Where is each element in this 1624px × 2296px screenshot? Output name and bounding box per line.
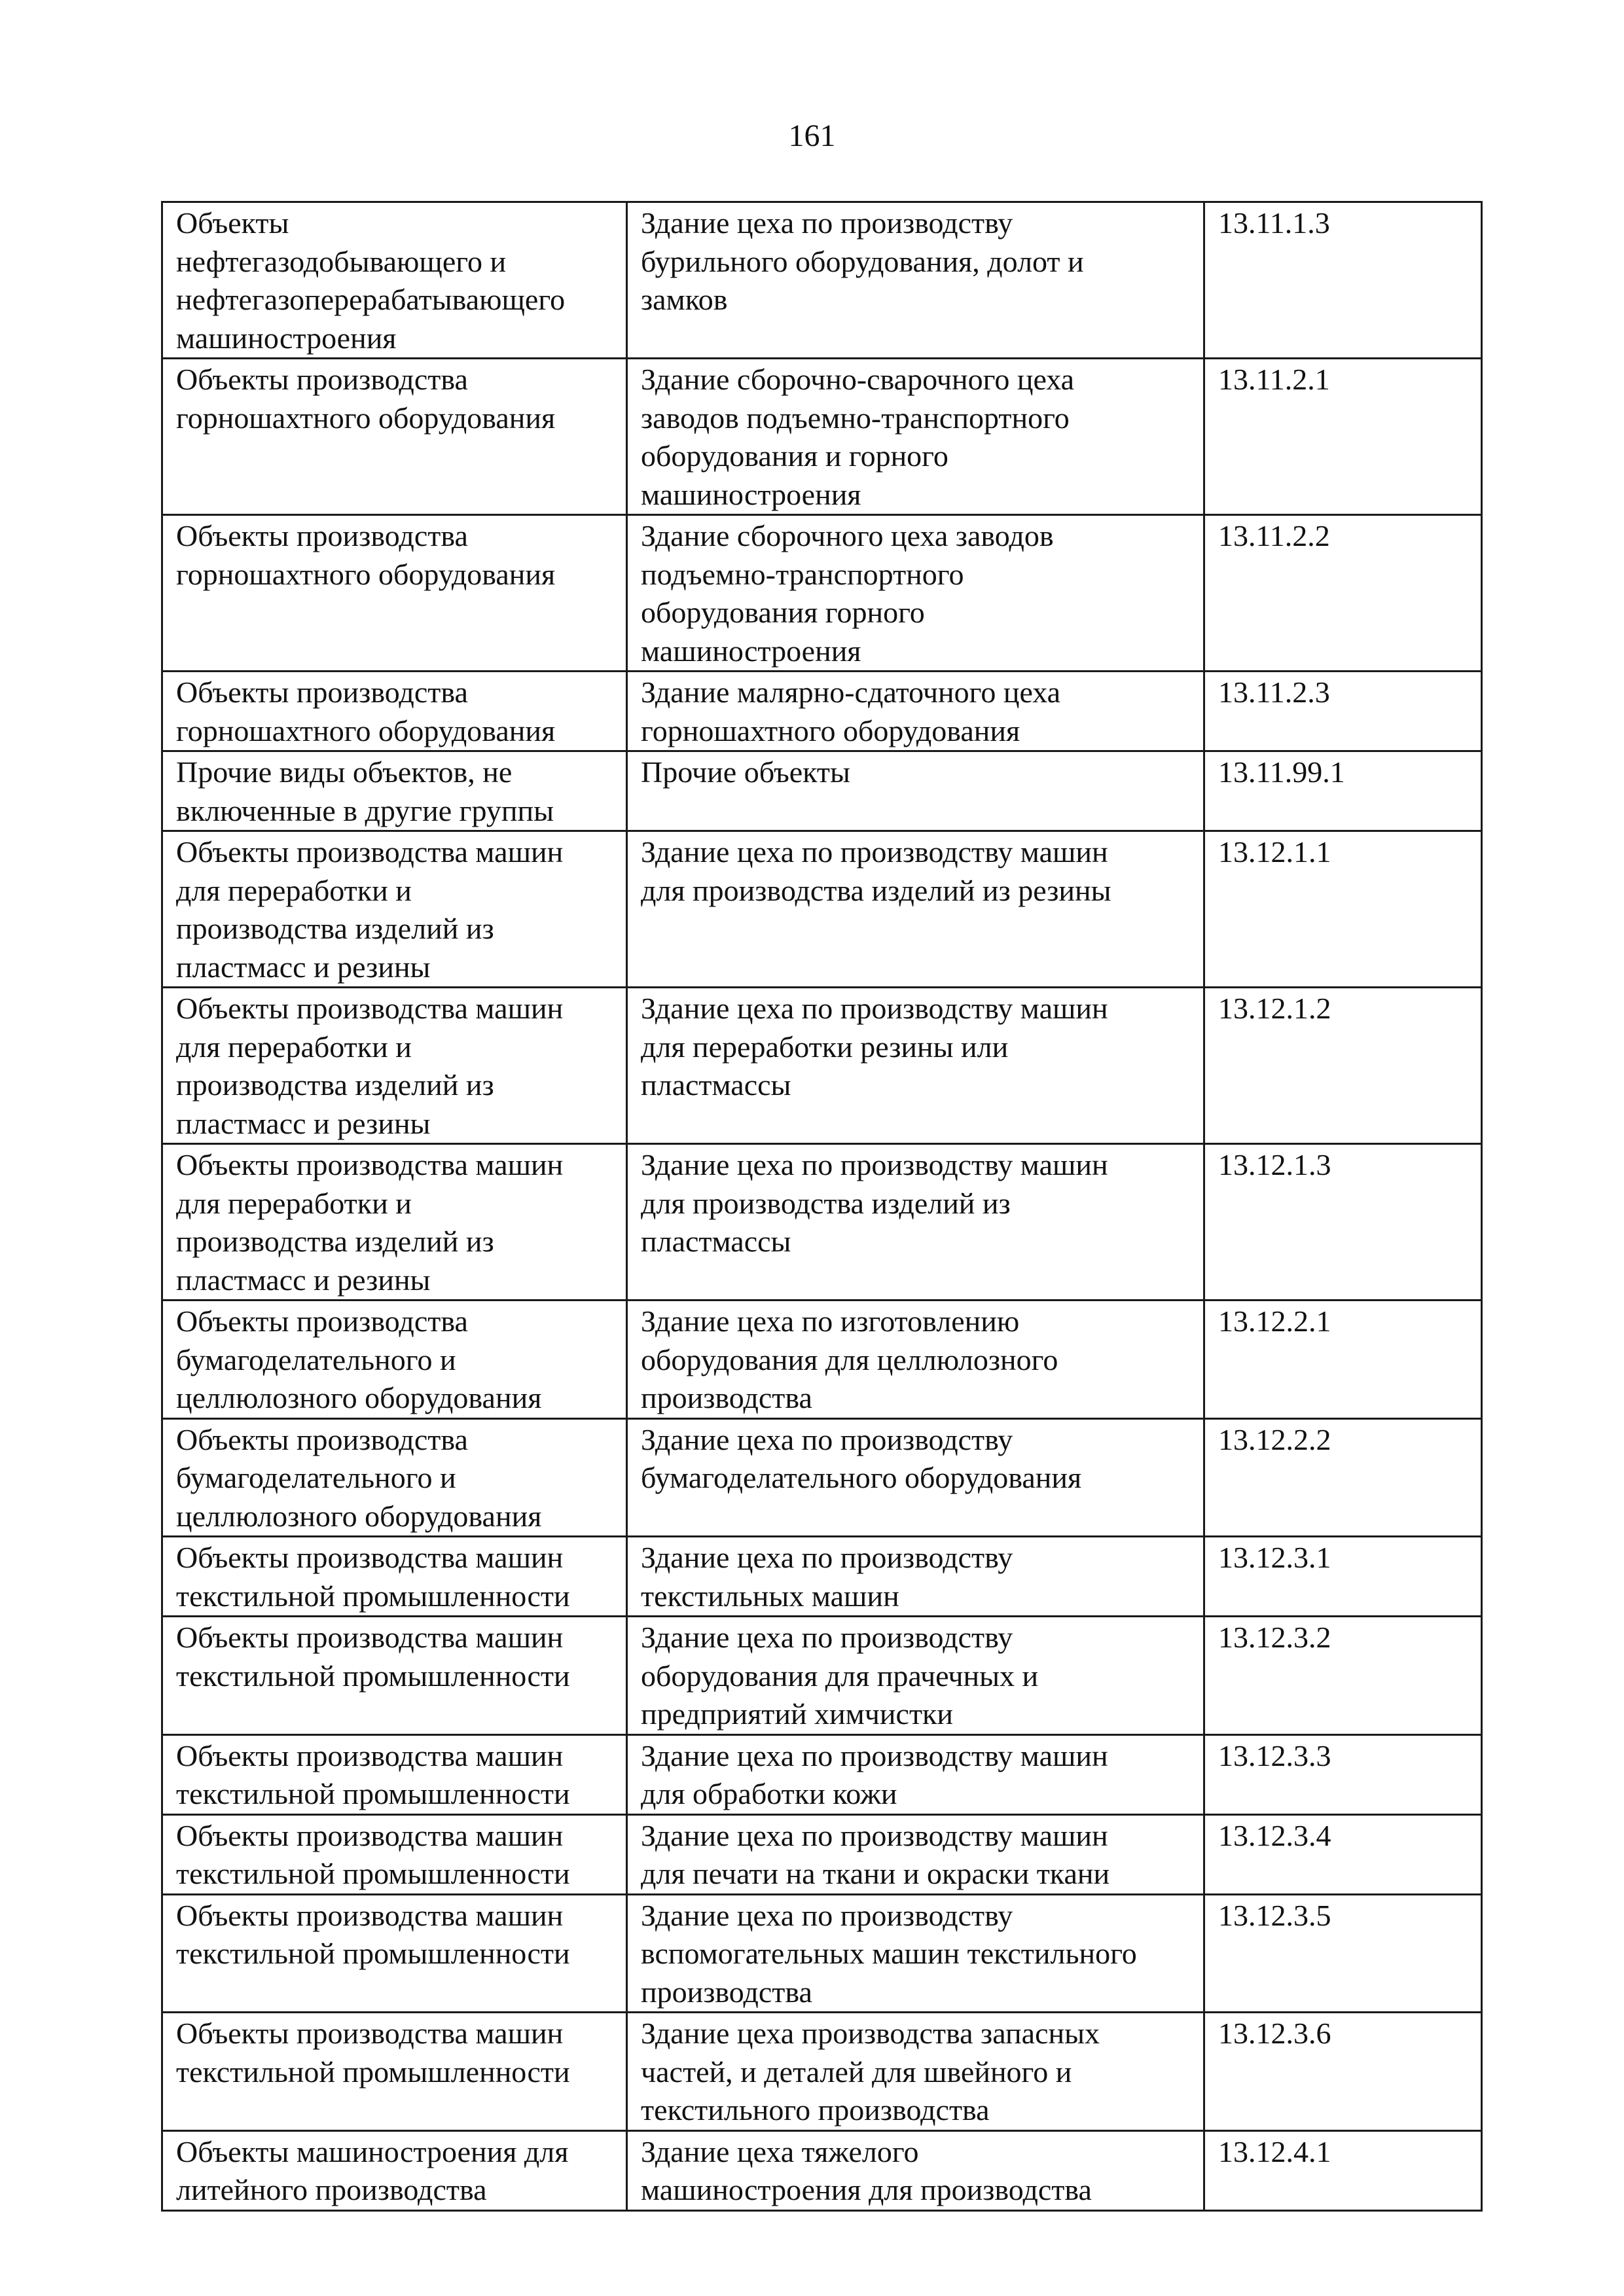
object-type-cell: Объекты производства машин для переработки и производства изделий из пластмасс и резины	[162, 1144, 627, 1300]
object-type-cell: Объекты нефтегазодобывающего и нефтегазоперерабатывающего машиностроения	[162, 202, 627, 359]
table-body	[162, 202, 1482, 2211]
object-type-cell: Объекты производства бумагоделательного и целлюлозного оборудования	[162, 1300, 627, 1419]
object-type-cell: Объекты производства бумагоделательного и целлюлозного оборудования	[162, 1418, 627, 1537]
object-type-cell: Объекты производства горношахтного оборудования	[162, 359, 627, 515]
building-cell: Здание цеха по изготовлению оборудования для целлюлозного производства	[627, 1300, 1204, 1419]
table-row	[162, 359, 1482, 515]
code-cell: 13.12.3.1	[1204, 1537, 1482, 1617]
code-cell: 13.12.2.2	[1204, 1418, 1482, 1537]
object-type-cell: Объекты производства горношахтного оборудования	[162, 672, 627, 751]
building-cell: Здание малярно-сдаточного цеха горношахтного оборудования	[627, 672, 1204, 751]
page-number: 161	[788, 118, 836, 153]
building-cell: Прочие объекты	[627, 751, 1204, 831]
object-type-cell: Объекты машиностроения для литейного производства	[162, 2130, 627, 2210]
building-cell: Здание цеха по производству бурильного оборудования, долот и замков	[627, 202, 1204, 359]
table-row	[162, 988, 1482, 1144]
table-row	[162, 2013, 1482, 2131]
building-cell: Здание цеха по производству машин для печати на ткани и окраски ткани	[627, 1814, 1204, 1894]
building-cell: Здание цеха по производству машин для обработки кожи	[627, 1734, 1204, 1814]
code-cell: 13.12.3.6	[1204, 2013, 1482, 2131]
code-cell: 13.11.2.3	[1204, 672, 1482, 751]
table-row	[162, 1144, 1482, 1300]
code-cell: 13.11.2.2	[1204, 515, 1482, 672]
building-cell: Здание сборочно-сварочного цеха заводов подъемно-транспортного оборудования и горного машиностроения	[627, 359, 1204, 515]
table-row	[162, 2130, 1482, 2210]
table-row	[162, 672, 1482, 751]
classification-table	[161, 201, 1483, 2212]
code-cell: 13.12.3.5	[1204, 1894, 1482, 2013]
table-row	[162, 751, 1482, 831]
table-row	[162, 1617, 1482, 1735]
table-row	[162, 1537, 1482, 1617]
object-type-cell: Объекты производства машин текстильной промышленности	[162, 1894, 627, 2013]
building-cell: Здание цеха по производству оборудования для прачечных и предприятий химчистки	[627, 1617, 1204, 1735]
object-type-cell: Объекты производства машин текстильной промышленности	[162, 1734, 627, 1814]
object-type-cell: Объекты производства машин текстильной промышленности	[162, 1617, 627, 1735]
table-row	[162, 515, 1482, 672]
object-type-cell: Прочие виды объектов, не включенные в другие группы	[162, 751, 627, 831]
object-type-cell: Объекты производства горношахтного оборудования	[162, 515, 627, 672]
code-cell: 13.12.3.2	[1204, 1617, 1482, 1735]
building-cell: Здание цеха по производству бумагоделательного оборудования	[627, 1418, 1204, 1537]
building-cell: Здание цеха по производству машин для производства изделий из пластмассы	[627, 1144, 1204, 1300]
building-cell: Здание цеха по производству машин для переработки резины или пластмассы	[627, 988, 1204, 1144]
building-cell: Здание цеха по производству текстильных машин	[627, 1537, 1204, 1617]
code-cell: 13.11.1.3	[1204, 202, 1482, 359]
object-type-cell: Объекты производства машин текстильной промышленности	[162, 1537, 627, 1617]
building-cell: Здание цеха по производству вспомогательных машин текстильного производства	[627, 1894, 1204, 2013]
table-row	[162, 1894, 1482, 2013]
table-row	[162, 202, 1482, 359]
table-row	[162, 1418, 1482, 1537]
object-type-cell: Объекты производства машин текстильной промышленности	[162, 1814, 627, 1894]
code-cell: 13.12.4.1	[1204, 2130, 1482, 2210]
table-row	[162, 831, 1482, 988]
object-type-cell: Объекты производства машин текстильной промышленности	[162, 2013, 627, 2131]
code-cell: 13.12.1.1	[1204, 831, 1482, 988]
table-row	[162, 1300, 1482, 1419]
code-cell: 13.12.3.4	[1204, 1814, 1482, 1894]
object-type-cell: Объекты производства машин для переработки и производства изделий из пластмасс и резины	[162, 988, 627, 1144]
table-row	[162, 1734, 1482, 1814]
building-cell: Здание цеха производства запасных частей, и деталей для швейного и текстильного производства	[627, 2013, 1204, 2131]
code-cell: 13.12.3.3	[1204, 1734, 1482, 1814]
code-cell: 13.11.99.1	[1204, 751, 1482, 831]
code-cell: 13.12.1.3	[1204, 1144, 1482, 1300]
building-cell: Здание цеха тяжелого машиностроения для производства	[627, 2130, 1204, 2210]
building-cell: Здание сборочного цеха заводов подъемно-транспортного оборудования горного машиностроения	[627, 515, 1204, 672]
code-cell: 13.11.2.1	[1204, 359, 1482, 515]
code-cell: 13.12.2.1	[1204, 1300, 1482, 1419]
table-row	[162, 1814, 1482, 1894]
building-cell: Здание цеха по производству машин для производства изделий из резины	[627, 831, 1204, 988]
code-cell: 13.12.1.2	[1204, 988, 1482, 1144]
object-type-cell: Объекты производства машин для переработки и производства изделий из пластмасс и резины	[162, 831, 627, 988]
